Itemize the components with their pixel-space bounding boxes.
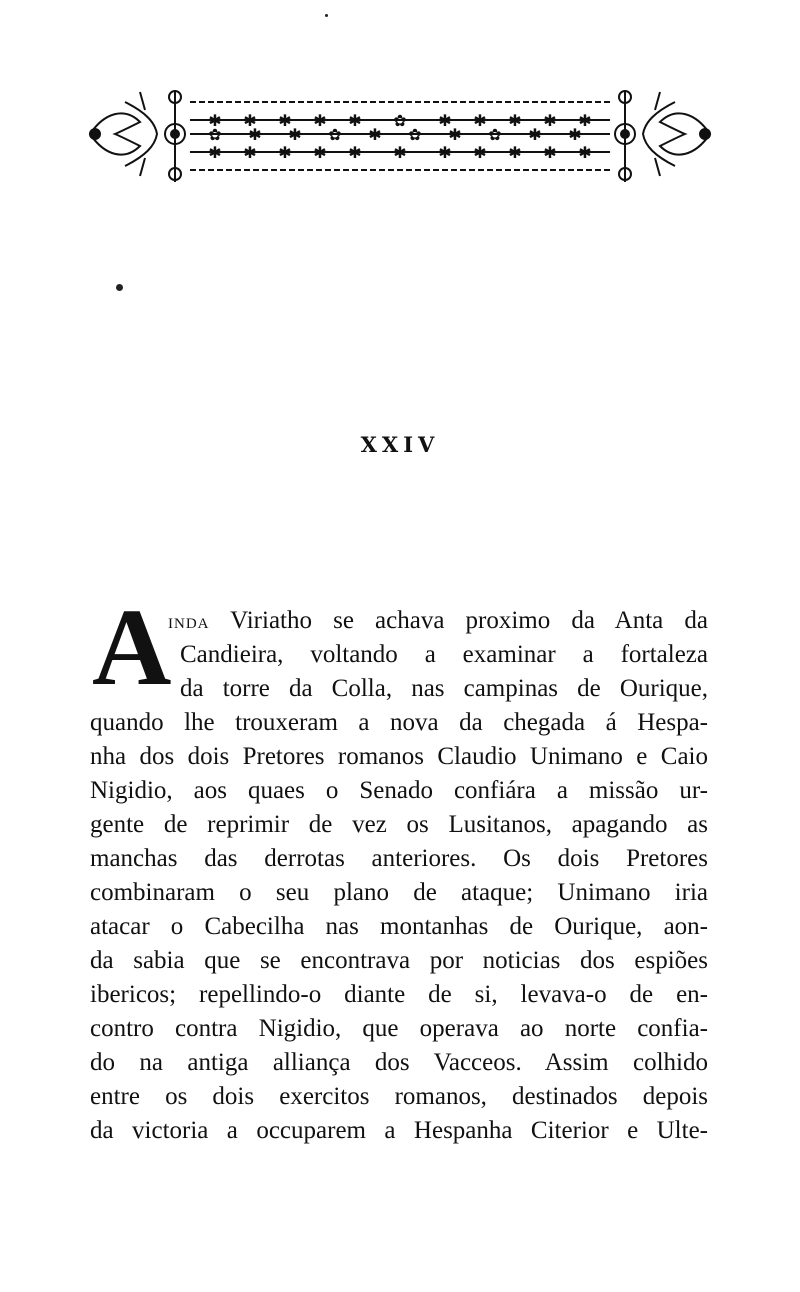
svg-text:✱: ✱ [578,111,592,130]
text-line: combinaram o seu plano de ataque; Unimano iria [90,879,708,906]
svg-text:✱: ✱ [348,111,362,130]
svg-text:✱: ✱ [208,111,222,130]
svg-text:✱: ✱ [438,143,452,162]
svg-text:✱: ✱ [313,143,327,162]
svg-text:✱: ✱ [543,143,557,162]
text-line: da victoria a occuparem a Hespanha Citerior e Ulte- [90,1117,708,1144]
svg-text:✱: ✱ [448,125,462,144]
svg-text:✱: ✱ [288,125,302,144]
chapter-number: XXIV [360,432,440,457]
small-caps-word: INDA [168,616,210,632]
svg-text:✱: ✱ [508,143,522,162]
text-line: gente de reprimir de vez os Lusitanos, apagando as [90,811,708,838]
drop-cap: A [92,586,172,708]
svg-text:✱: ✱ [208,143,222,162]
svg-text:✱: ✱ [248,125,262,144]
text-line: Nigidio, aos quaes o Senado confiára a missão ur- [90,777,708,804]
text-line: Candieira, voltando a examinar a fortaleza [180,641,708,668]
svg-text:✱: ✱ [393,143,407,162]
svg-text:✿: ✿ [328,125,342,144]
svg-text:✱: ✱ [368,125,382,144]
svg-text:✱: ✱ [528,125,542,144]
svg-text:✱: ✱ [508,111,522,130]
svg-text:✱: ✱ [313,111,327,130]
svg-text:✿: ✿ [488,125,502,144]
svg-text:✱: ✱ [438,111,452,130]
svg-text:✱: ✱ [278,143,292,162]
text-line: nha dos dois Pretores romanos Claudio Unimano e Caio [90,743,708,770]
text-line: do na antiga alliança dos Vacceos. Assim colhido [90,1049,708,1076]
svg-text:✱: ✱ [543,111,557,130]
svg-text:✱: ✱ [348,143,362,162]
scan-speck [325,14,328,17]
text-line: contro contra Nigidio, que operava ao norte confia- [90,1015,708,1042]
svg-text:✱: ✱ [278,111,292,130]
text-line: manchas das derrotas anteriores. Os dois Pretores [90,845,708,872]
text-line: quando lhe trouxeram a nova da chegada á Hespa- [90,709,708,736]
headpiece-ornament [85,82,715,192]
svg-text:✿: ✿ [408,125,422,144]
svg-text:✿: ✿ [393,111,407,130]
scan-speck [116,284,123,291]
svg-text:✱: ✱ [473,111,487,130]
text-line: atacar o Cabecilha nas montanhas de Ourique, aon- [90,913,708,940]
text-line: ibericos; repellindo-o diante de si, levava-o de en- [90,981,708,1008]
text-line: da sabia que se encontrava por noticias dos espiões [90,947,708,974]
svg-text:✱: ✱ [243,111,257,130]
svg-text:✱: ✱ [578,143,592,162]
text-line: entre os dois exercitos romanos, destinados depois [90,1083,708,1110]
svg-text:✱: ✱ [473,143,487,162]
text-line [168,604,708,641]
text-line-content: Viriatho se achava proximo da Anta da [230,607,708,634]
svg-text:✱: ✱ [243,143,257,162]
svg-text:✿: ✿ [208,125,222,144]
svg-text:✱: ✱ [568,125,582,144]
text-line: da torre da Colla, nas campinas de Ourique, [180,675,708,702]
